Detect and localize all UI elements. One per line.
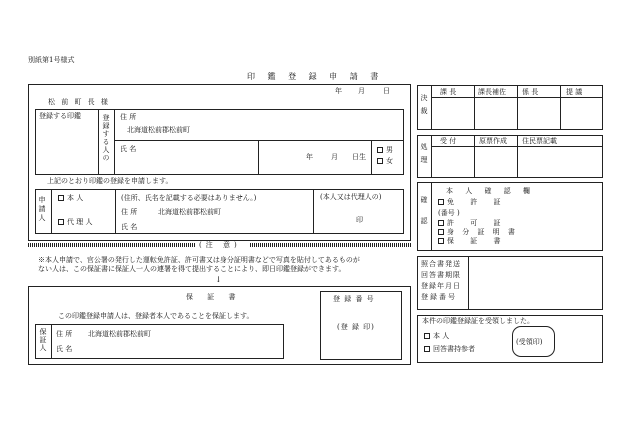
checkbox-id[interactable] <box>438 229 444 235</box>
checkbox-female[interactable] <box>377 158 383 164</box>
checkbox-receipt-holder[interactable] <box>424 346 430 352</box>
guarantor-box <box>35 324 284 359</box>
birth-month: 月 <box>331 153 338 161</box>
approval-header-4: 提 議 <box>566 88 583 96</box>
checkbox-license[interactable] <box>438 199 444 205</box>
reg-number-label: 登 録 番 号 <box>333 295 375 303</box>
guarantor-name-label: 氏 名 <box>56 345 73 353</box>
applicant-name-label: 氏 名 <box>121 223 138 231</box>
approval-header-2: 課長補佐 <box>478 88 506 96</box>
approval-header-1: 課 長 <box>440 88 457 96</box>
recipient: 松 前 町 長 様 <box>48 98 110 106</box>
verify-header: 本 人 確 認 欄 <box>446 187 535 195</box>
address-label: 住 所 <box>120 113 137 121</box>
checkbox-permit[interactable] <box>438 220 444 226</box>
date-day: 日 <box>383 87 390 95</box>
sex-male-option[interactable]: 男 <box>377 147 393 154</box>
checkbox-guarantee[interactable] <box>438 238 444 244</box>
notice-text-1: ※本人申請で、官公署の発行した運転免許証、許可書又は身分証明書などで写真を貼付してあるものが <box>38 256 360 264</box>
applicant-label: 申請人 <box>38 196 46 223</box>
approval-header-3: 係 長 <box>522 88 539 96</box>
checkbox-male[interactable] <box>377 147 383 153</box>
receipt-holder-option[interactable]: 回答書持参者 <box>424 346 475 353</box>
approval-label: 決裁 <box>420 94 428 120</box>
guarantor-address-label: 住 所 <box>56 330 73 338</box>
birth-day: 日生 <box>352 153 366 161</box>
address-value: 北海道松前郡松前町 <box>127 126 190 134</box>
date-year: 年 <box>335 87 342 95</box>
applicant-address-value: 北海道松前郡松前町 <box>158 208 221 216</box>
notice-divider-right <box>250 243 411 247</box>
receipt-self-option[interactable]: 本 人 <box>424 333 449 340</box>
arrow-down: ↓ <box>215 275 222 284</box>
verify-license[interactable]: 免 許 証 <box>438 199 507 206</box>
reference-item-2: 回答書期限 <box>421 271 461 279</box>
receipt-seal: (受領印) <box>516 338 543 346</box>
checkbox-applicant-self[interactable] <box>58 195 64 201</box>
receipt-title: 本件の印鑑登録証を受領しました。 <box>422 317 534 325</box>
guarantor-address-value: 北海道松前郡松前町 <box>88 330 151 338</box>
processing-label: 処理 <box>420 143 428 169</box>
self-or-agent-label: (本人又は代理人の) <box>320 193 382 201</box>
guarantor-label: 保証人 <box>39 328 47 352</box>
form-number: 別紙第1号様式 <box>28 56 75 64</box>
processing-header-3: 住民票記載 <box>522 137 557 145</box>
verify-label: 確認 <box>420 196 428 238</box>
notice-text-2: ない人は、この保証書に保証人一人の連署を得て提出することにより、即日印鑑登録ができます。 <box>38 265 346 273</box>
reference-item-3: 登録年月日 <box>421 282 461 290</box>
registration-box <box>35 109 404 175</box>
checkbox-receipt-self[interactable] <box>424 333 430 339</box>
processing-header-1: 受 付 <box>440 137 457 145</box>
verify-number: (番号 ) <box>438 209 460 217</box>
form-title: 印 鑑 登 録 申 請 書 <box>247 72 384 81</box>
verify-permit[interactable]: 許 可 証 <box>438 220 507 227</box>
registered-seal-label: 登録する印鑑 <box>39 112 81 120</box>
reference-item-1: 照合書発送 <box>421 260 461 268</box>
reference-item-4: 登録番号 <box>421 293 457 301</box>
applicant-address-label: 住 所 <box>121 208 138 216</box>
guarantee-title: 保 証 書 <box>186 293 242 301</box>
date-month: 月 <box>358 87 365 95</box>
registrant-label: 登録する人の <box>102 114 110 162</box>
checkbox-applicant-agent[interactable] <box>58 219 64 225</box>
notice-divider-left <box>28 243 195 247</box>
applicant-note: (住所、氏名を記載する必要はありません。) <box>121 194 257 202</box>
verify-id[interactable]: 身 分 証 明 書 <box>438 229 518 236</box>
seal-char: 印 <box>356 216 363 224</box>
sex-female-option[interactable]: 女 <box>377 158 393 165</box>
name-label: 氏 名 <box>120 145 137 153</box>
verify-guarantee[interactable]: 保 証 書 <box>438 238 507 245</box>
reg-seal-label: (登 録 印) <box>337 323 375 331</box>
notice-label: (注 意) <box>199 241 241 249</box>
applicant-agent-option[interactable]: 代 理 人 <box>58 219 92 226</box>
birth-year: 年 <box>306 153 313 161</box>
apply-statement: 上記のとおり印鑑の登録を申請します。 <box>47 177 173 185</box>
processing-header-2: 原票作成 <box>479 137 507 145</box>
guarantee-text: この印鑑登録申請人は、登録者本人であることを保証します。 <box>58 312 254 320</box>
applicant-self-option[interactable]: 本 人 <box>58 195 83 202</box>
